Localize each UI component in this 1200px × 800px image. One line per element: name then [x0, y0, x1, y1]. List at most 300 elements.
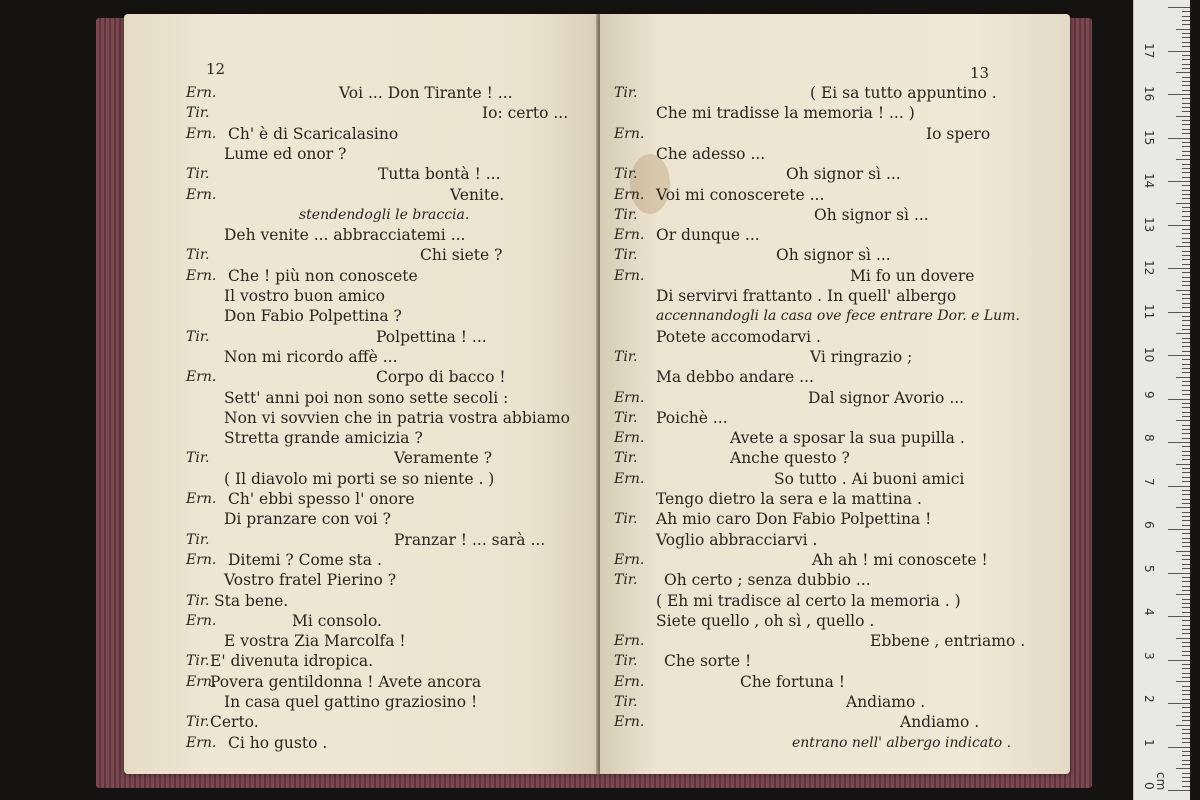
- ruler-tick: [1168, 486, 1190, 487]
- ruler-tick: [1182, 503, 1190, 504]
- stage-direction: entrano nell' albergo indicato .: [792, 734, 1012, 751]
- ruler-tick: [1182, 68, 1190, 69]
- ruler-tick: [1182, 320, 1190, 321]
- ruler-tick: [1182, 646, 1190, 647]
- page-number: 13: [970, 64, 990, 82]
- ruler-tick: [1182, 781, 1190, 782]
- verse-line: Io: certo ...: [482, 104, 569, 123]
- ruler-tick: [1182, 559, 1190, 560]
- speaker-label: Tir.: [186, 247, 210, 264]
- ruler-tick: [1168, 747, 1190, 748]
- ruler-tick: [1182, 46, 1190, 47]
- ruler-tick: [1182, 242, 1190, 243]
- ruler-tick: [1182, 198, 1190, 199]
- ruler-label: 1: [1142, 738, 1156, 747]
- ruler-tick: [1182, 85, 1190, 86]
- ruler-tick: [1182, 407, 1190, 408]
- ruler-tick: [1182, 729, 1190, 730]
- speaker-label: Ern.: [186, 186, 217, 203]
- verse-line: Di pranzare con voi ?: [224, 510, 391, 529]
- speaker-label: Ern.: [614, 673, 645, 690]
- verse-line: Oh signor sì ...: [814, 205, 929, 224]
- ruler-tick: [1176, 594, 1190, 595]
- verse-line: E' divenuta idropica.: [210, 652, 374, 671]
- ruler-tick: [1168, 94, 1190, 95]
- ruler-tick: [1168, 790, 1190, 791]
- ruler-tick: [1182, 211, 1190, 212]
- ruler-tick: [1182, 124, 1190, 125]
- ruler-tick: [1182, 425, 1190, 426]
- ruler-tick: [1182, 98, 1190, 99]
- ruler-tick: [1182, 346, 1190, 347]
- ruler-tick: [1182, 220, 1190, 221]
- speaker-label: Ern.: [186, 491, 217, 507]
- ruler-tick: [1182, 629, 1190, 630]
- ruler-tick: [1182, 151, 1190, 152]
- verse-line: Non mi ricordo affè ...: [224, 347, 398, 366]
- ruler-tick: [1176, 725, 1190, 726]
- verse-line: Ma debbo andare ...: [656, 368, 814, 387]
- speaker-label: Ern.: [186, 267, 217, 284]
- ruler-tick: [1168, 225, 1190, 226]
- ruler-label: 11: [1142, 303, 1156, 319]
- speaker-label: Tir.: [614, 653, 638, 670]
- ruler-tick: [1176, 420, 1190, 421]
- verse-line: Veramente ?: [394, 449, 493, 468]
- speaker-label: Ern.: [186, 551, 217, 568]
- ruler-tick: [1182, 633, 1190, 634]
- verse-line: Tutta bontà ! ...: [378, 165, 501, 184]
- ruler-tick: [1182, 107, 1190, 108]
- ruler-tick: [1168, 268, 1190, 269]
- ruler-tick: [1168, 660, 1190, 661]
- ruler-tick: [1182, 42, 1190, 43]
- speaker-label: Ern.: [186, 125, 217, 142]
- ruler-tick: [1182, 716, 1190, 717]
- left-page: [124, 14, 598, 774]
- speaker-label: Ern.: [186, 369, 217, 386]
- verse-line: Mi consolo.: [292, 611, 382, 630]
- ruler-tick: [1182, 564, 1190, 565]
- ruler-label: 3: [1142, 651, 1156, 660]
- verse-line: Chi siete ?: [420, 246, 503, 265]
- speaker-label: Tir.: [186, 450, 210, 467]
- ruler-tick: [1182, 694, 1190, 695]
- ruler-tick: [1182, 351, 1190, 352]
- verse-line: Ditemi ? Come sta .: [228, 550, 382, 569]
- verse-line: Ah mio caro Don Fabio Polpettina !: [656, 510, 932, 529]
- ruler-tick: [1182, 20, 1190, 21]
- ruler-tick: [1182, 738, 1190, 739]
- ruler-tick: [1182, 677, 1190, 678]
- verse-line: Voi mi conoscerete ...: [656, 185, 825, 204]
- ruler-unit: cm: [1154, 772, 1168, 791]
- verse-line: Lume ed onor ?: [224, 144, 347, 163]
- ruler-tick: [1182, 37, 1190, 38]
- ruler-tick: [1182, 316, 1190, 317]
- verse-line: Mi fo un dovere: [850, 266, 975, 285]
- ruler-tick: [1182, 751, 1190, 752]
- ruler-tick: [1182, 142, 1190, 143]
- verse-line: ( Il diavolo mi porti se so niente . ): [224, 469, 495, 488]
- ruler-tick: [1182, 760, 1190, 761]
- ruler-tick: [1182, 207, 1190, 208]
- speaker-label: Tir.: [186, 166, 210, 183]
- ruler-tick: [1182, 568, 1190, 569]
- ruler-tick: [1182, 642, 1190, 643]
- ruler-tick: [1182, 259, 1190, 260]
- verse-line: Povera gentildonna ! Avete ancora: [210, 672, 482, 691]
- ruler-tick: [1182, 90, 1190, 91]
- speaker-label: Tir.: [614, 694, 638, 710]
- ruler-tick: [1182, 699, 1190, 700]
- verse-line: ( Eh mi tradisce al certo la memoria . ): [656, 591, 961, 610]
- ruler-tick: [1182, 673, 1190, 674]
- ruler-tick: [1182, 303, 1190, 304]
- ruler-tick: [1176, 333, 1190, 334]
- stage-direction: stendendogli le braccia.: [299, 206, 470, 223]
- ruler-tick: [1182, 325, 1190, 326]
- verse-line: Sta bene.: [214, 591, 289, 610]
- ruler-tick: [1182, 707, 1190, 708]
- speaker-label: Ern.: [186, 734, 217, 751]
- ruler-tick: [1182, 177, 1190, 178]
- ruler-tick: [1182, 455, 1190, 456]
- ruler-tick: [1182, 777, 1190, 778]
- speaker-label: Tir.: [186, 531, 210, 548]
- verse-line: Voi ... Don Tirante ! ...: [339, 84, 513, 102]
- verse-line: Pranzar ! ... sarà ...: [394, 530, 546, 549]
- ruler-label: 12: [1142, 260, 1156, 276]
- ruler-tick: [1176, 116, 1190, 117]
- verse-line: Il vostro buon amico: [224, 287, 386, 305]
- verse-line: Che ! più non conoscete: [228, 266, 418, 285]
- verse-line: Che fortuna !: [740, 672, 846, 691]
- ruler-tick: [1182, 446, 1190, 447]
- ruler-tick: [1182, 459, 1190, 460]
- ruler-tick: [1176, 638, 1190, 639]
- ruler-tick: [1182, 216, 1190, 217]
- ruler-tick: [1168, 399, 1190, 400]
- verse-line: Or dunque ...: [656, 226, 760, 245]
- ruler-tick: [1182, 490, 1190, 491]
- verse-line: Di servirvi frattanto . In quell' albergo: [656, 287, 957, 305]
- speaker-label: Tir.: [186, 714, 210, 731]
- stage-direction: accennandogli la casa ove fece entrare Dor. e Lum.: [656, 308, 1020, 325]
- ruler-tick: [1182, 651, 1190, 652]
- ruler-label: 0: [1142, 782, 1156, 790]
- ruler-tick: [1182, 11, 1190, 12]
- ruler-tick: [1182, 285, 1190, 286]
- ruler-tick: [1182, 155, 1190, 156]
- verse-line: Non vi sovvien che in patria vostra abbiamo: [224, 408, 571, 427]
- ruler-tick: [1182, 264, 1190, 265]
- ruler-tick: [1182, 277, 1190, 278]
- ruler-tick: [1182, 251, 1190, 252]
- ruler-tick: [1182, 516, 1190, 517]
- verse-line: Poichè ...: [656, 408, 728, 427]
- verse-line: Andiamo .: [846, 693, 926, 711]
- ruler-tick: [1182, 655, 1190, 656]
- ruler-tick: [1182, 238, 1190, 239]
- ruler-tick: [1182, 111, 1190, 112]
- speaker-label: Tir.: [614, 206, 638, 223]
- ruler-tick: [1182, 381, 1190, 382]
- ruler-tick: [1168, 573, 1190, 574]
- verse-line: Polpettina ! ...: [376, 327, 487, 346]
- ruler-tick: [1182, 164, 1190, 165]
- verse-line: Ci ho gusto .: [228, 733, 328, 752]
- verse-line: Dal signor Avorio ...: [808, 388, 965, 407]
- ruler-tick: [1168, 355, 1190, 356]
- ruler-tick: [1182, 786, 1190, 787]
- ruler-label: 13: [1142, 216, 1156, 232]
- verse-line: Deh venite ... abbracciatemi ...: [224, 226, 466, 245]
- speaker-label: Tir.: [614, 450, 638, 467]
- ruler-tick: [1182, 342, 1190, 343]
- ruler-tick: [1182, 494, 1190, 495]
- ruler-tick: [1182, 603, 1190, 604]
- speaker-label: Tir.: [614, 247, 638, 264]
- ruler-tick: [1168, 51, 1190, 52]
- ruler-tick: [1182, 664, 1190, 665]
- ruler-tick: [1182, 129, 1190, 130]
- ruler-tick: [1182, 477, 1190, 478]
- verse-line: Oh signor sì ...: [776, 246, 891, 265]
- speaker-label: Tir.: [186, 105, 210, 122]
- ruler-tick: [1182, 133, 1190, 134]
- ruler-tick: [1182, 390, 1190, 391]
- ruler-label: 14: [1142, 173, 1156, 189]
- ruler-tick: [1182, 607, 1190, 608]
- speaker-label: Ern.: [614, 551, 645, 568]
- speaker-label: Tir.: [614, 511, 638, 528]
- speaker-label: Ern.: [614, 389, 645, 406]
- ruler-tick: [1176, 507, 1190, 508]
- ruler-tick: [1182, 773, 1190, 774]
- speaker-label: Tir.: [614, 409, 638, 426]
- verse-line: Vi ringrazio ;: [810, 347, 913, 366]
- page-number: 12: [206, 60, 226, 78]
- ruler-tick: [1176, 246, 1190, 247]
- speaker-label: Ern.: [614, 714, 645, 731]
- ruler-tick: [1182, 577, 1190, 578]
- ruler-tick: [1182, 229, 1190, 230]
- ruler-tick: [1182, 538, 1190, 539]
- right-page: [600, 14, 1070, 774]
- ruler-label: 5: [1142, 564, 1156, 573]
- verse-line: Venite.: [450, 185, 505, 204]
- ruler-tick: [1182, 690, 1190, 691]
- ruler-tick: [1182, 433, 1190, 434]
- speaker-label: Tir.: [186, 653, 210, 670]
- ruler-label: 7: [1142, 477, 1156, 486]
- ruler-tick: [1182, 359, 1190, 360]
- ruler-label: 8: [1142, 434, 1156, 442]
- ruler-tick: [1176, 464, 1190, 465]
- ruler-tick: [1182, 103, 1190, 104]
- speaker-label: Tir.: [614, 85, 638, 101]
- ruler-tick: [1182, 16, 1190, 17]
- ruler-tick: [1182, 59, 1190, 60]
- ruler-tick: [1182, 168, 1190, 169]
- speaker-label: Ern.: [186, 612, 217, 629]
- ruler-tick: [1182, 33, 1190, 34]
- ruler-tick: [1182, 385, 1190, 386]
- speaker-label: Tir.: [614, 572, 638, 589]
- verse-line: Sett' anni poi non sono sette secoli :: [224, 388, 509, 407]
- speaker-label: Ern.: [186, 85, 217, 101]
- ruler-tick: [1182, 668, 1190, 669]
- verse-line: So tutto . Ai buoni amici: [774, 469, 965, 488]
- ruler-tick: [1182, 172, 1190, 173]
- speaker-label: Ern.: [614, 267, 645, 284]
- ruler-tick: [1176, 681, 1190, 682]
- ruler-tick: [1168, 442, 1190, 443]
- ruler-label: 2: [1142, 695, 1156, 703]
- ruler-tick: [1182, 233, 1190, 234]
- ruler-label: 16: [1142, 86, 1156, 102]
- verse-line: E vostra Zia Marcolfa !: [224, 632, 406, 651]
- verse-line: Corpo di bacco !: [376, 368, 506, 387]
- verse-line: Che mi tradisse la memoria ! ... ): [656, 104, 915, 123]
- ruler-tick: [1182, 499, 1190, 500]
- verse-line: Ch' è di Scaricalasino: [228, 124, 399, 143]
- ruler-tick: [1182, 272, 1190, 273]
- verse-line: Oh certo ; senza dubbio ...: [664, 571, 871, 590]
- ruler-tick: [1182, 742, 1190, 743]
- ruler-tick: [1182, 764, 1190, 765]
- ruler-tick: [1176, 159, 1190, 160]
- ruler-tick: [1182, 394, 1190, 395]
- ruler-tick: [1182, 625, 1190, 626]
- ruler-tick: [1182, 194, 1190, 195]
- speaker-label: Tir.: [186, 328, 210, 345]
- ruler-tick: [1182, 329, 1190, 330]
- ruler-tick: [1182, 298, 1190, 299]
- verse-line: Stretta grande amicizia ?: [224, 429, 423, 448]
- speaker-label: Ern.: [614, 633, 645, 650]
- verse-line: Io spero: [926, 124, 991, 143]
- ruler-tick: [1182, 712, 1190, 713]
- ruler-tick: [1176, 377, 1190, 378]
- ruler-tick: [1182, 81, 1190, 82]
- verse-line: Ch' ebbi spesso l' onore: [228, 490, 415, 508]
- ruler-tick: [1182, 64, 1190, 65]
- ruler-tick: [1168, 312, 1190, 313]
- ruler-tick: [1182, 533, 1190, 534]
- speaker-label: Tir.: [614, 348, 638, 365]
- ruler-tick: [1182, 338, 1190, 339]
- verse-line: Potete accomodarvi .: [656, 327, 821, 346]
- ruler-tick: [1182, 468, 1190, 469]
- ruler-tick: [1182, 590, 1190, 591]
- ruler-tick: [1182, 146, 1190, 147]
- ruler-tick: [1182, 281, 1190, 282]
- ruler-tick: [1182, 364, 1190, 365]
- ruler-tick: [1182, 55, 1190, 56]
- measuring-ruler: [1133, 0, 1190, 800]
- ruler-tick: [1182, 581, 1190, 582]
- verse-line: Ah ah ! mi conoscete !: [812, 550, 988, 569]
- ruler-tick: [1176, 29, 1190, 30]
- speaker-label: Ern.: [186, 673, 217, 690]
- ruler-tick: [1182, 185, 1190, 186]
- ruler-tick: [1182, 612, 1190, 613]
- ruler-tick: [1182, 429, 1190, 430]
- ruler-tick: [1182, 586, 1190, 587]
- speaker-label: Ern.: [614, 430, 645, 447]
- ruler-tick: [1168, 529, 1190, 530]
- ruler-tick: [1182, 24, 1190, 25]
- verse-line: Certo.: [210, 713, 259, 732]
- ruler-label: 10: [1142, 347, 1156, 363]
- verse-line: In casa quel gattino graziosino !: [224, 693, 478, 711]
- ruler-tick: [1182, 438, 1190, 439]
- ruler-label: 9: [1142, 390, 1156, 399]
- verse-line: Tengo dietro la sera e la mattina .: [656, 490, 922, 508]
- verse-line: Oh signor sì ...: [786, 165, 901, 184]
- ruler-tick: [1182, 525, 1190, 526]
- verse-line: Che adesso ...: [656, 144, 766, 163]
- ruler-tick: [1176, 551, 1190, 552]
- ruler-tick: [1182, 520, 1190, 521]
- ruler-tick: [1182, 403, 1190, 404]
- ruler-tick: [1182, 120, 1190, 121]
- ruler-tick: [1168, 7, 1190, 8]
- verse-line: Avete a sposar la sua pupilla .: [730, 429, 965, 448]
- ruler-tick: [1182, 720, 1190, 721]
- ruler-tick: [1182, 412, 1190, 413]
- ruler-tick: [1168, 703, 1190, 704]
- ruler-tick: [1182, 416, 1190, 417]
- ruler-tick: [1182, 294, 1190, 295]
- verse-line: Che sorte !: [664, 652, 752, 671]
- ruler-tick: [1182, 451, 1190, 452]
- speaker-label: Ern.: [614, 227, 645, 244]
- ruler-tick: [1182, 599, 1190, 600]
- speaker-label: Ern.: [614, 470, 645, 487]
- ruler-tick: [1168, 181, 1190, 182]
- verse-line: Anche questo ?: [730, 449, 850, 468]
- ruler-label: 15: [1142, 129, 1156, 145]
- ruler-tick: [1176, 72, 1190, 73]
- ruler-tick: [1182, 255, 1190, 256]
- speaker-label: Tir.: [186, 592, 210, 609]
- ruler-tick: [1182, 733, 1190, 734]
- ruler-tick: [1182, 472, 1190, 473]
- ruler-tick: [1182, 555, 1190, 556]
- ruler-label: 6: [1142, 521, 1156, 529]
- speaker-label: Tir.: [614, 166, 638, 183]
- ruler-tick: [1182, 372, 1190, 373]
- ruler-tick: [1182, 546, 1190, 547]
- verse-line: Andiamo .: [900, 713, 980, 732]
- ruler-label: 4: [1142, 608, 1156, 616]
- ruler-tick: [1182, 481, 1190, 482]
- verse-line: Ebbene , entriamo .: [870, 632, 1026, 651]
- speaker-label: Ern.: [614, 186, 645, 203]
- ruler-tick: [1182, 755, 1190, 756]
- ruler-tick: [1182, 77, 1190, 78]
- verse-line: Vostro fratel Pierino ?: [224, 571, 397, 590]
- verse-line: ( Ei sa tutto appuntino .: [810, 84, 997, 102]
- ruler-tick: [1182, 620, 1190, 621]
- ruler-tick: [1176, 290, 1190, 291]
- verse-line: Voglio abbracciarvi .: [656, 530, 818, 549]
- ruler-label: 17: [1142, 42, 1156, 58]
- verse-line: Siete quello , oh sì , quello .: [656, 611, 875, 630]
